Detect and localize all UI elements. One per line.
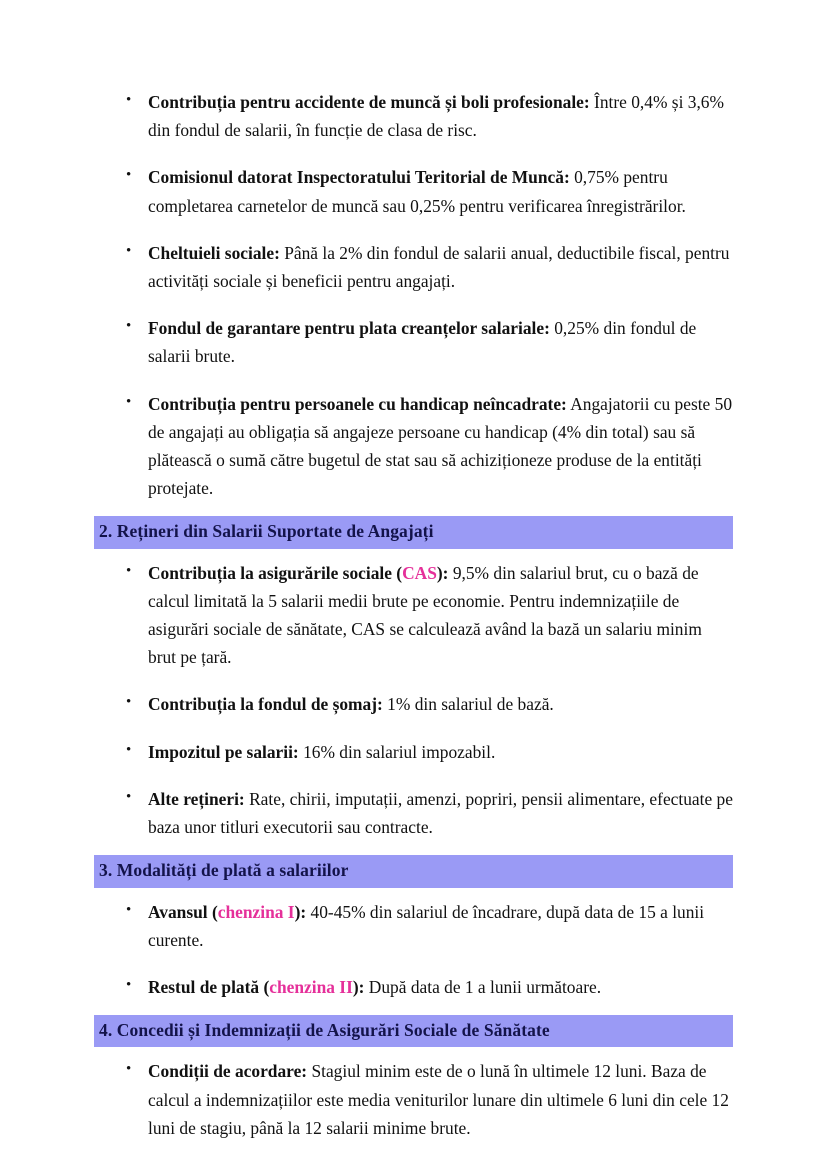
list-item-text: 1% din salariul de bază.: [382, 694, 554, 715]
bullet-list-section-1: [94, 88, 733, 502]
list-item: [94, 559, 733, 672]
list-item-lead: Cheltuieli sociale:: [148, 242, 280, 263]
list-item-lead: Avansul (: [148, 901, 218, 922]
list-item: [94, 390, 733, 503]
list-item: [94, 314, 733, 370]
list-item-text: Până la 2% din fondul de salarii anual, deductibile fiscal, pentru activități sociale și beneficii pentru angajați.: [148, 242, 730, 291]
list-item: [94, 163, 733, 219]
list-item: [94, 973, 733, 1001]
bullet-list-section-2: [94, 559, 733, 842]
list-item-text: 0,25% din fondul de salarii brute.: [148, 318, 697, 367]
list-item-text: 9,5% din salariul brut, cu o bază de calcul limitată la 5 salarii medii brute pe economie. Pentru indemnizațiile de asigurări sociale de sănătate, CAS se calculează având la bază un salariu minim brut pe țară.: [148, 562, 702, 668]
list-item-lead: Contribuția la fondul de șomaj:: [148, 694, 383, 715]
list-item: [94, 88, 733, 144]
accent-term: chenzina II: [269, 976, 353, 997]
list-item-text: Angajatorii cu peste 50 de angajați au obligația să angajeze persoane cu handicap (4% din total) sau să plătească o sumă către bugetul de stat sau să achiziționeze produse de la entități protejate.: [148, 393, 733, 499]
section-heading-2: 2. Rețineri din Salarii Suportate de Angajați: [94, 516, 733, 548]
list-item: [94, 785, 733, 841]
list-item-lead: Restul de plată (: [148, 976, 270, 997]
accent-term: CAS: [402, 562, 437, 583]
list-item-lead: Condiții de acordare:: [148, 1061, 308, 1082]
list-item-lead: Alte rețineri:: [148, 788, 245, 809]
list-item-text: Rate, chirii, imputații, amenzi, popriri, pensii alimentare, efectuate pe baza unor titluri executorii sau contracte.: [148, 788, 733, 837]
list-item-text: 40-45% din salariul de încadrare, după data de 15 a lunii curente.: [148, 901, 705, 950]
bullet-list-section-4: [94, 1057, 733, 1142]
list-item-lead: Contribuția pentru persoanele cu handicap neîncadrate:: [148, 393, 567, 414]
list-item-text: Stagiul minim este de o lună în ultimele 12 luni. Baza de calcul a indemnizațiilor este media veniturilor lunare din ultimele 6 luni din cele 12 luni de stagiu, până la 12 salarii minime brute.: [148, 1061, 729, 1138]
list-item-lead-suffix: ):: [436, 562, 449, 583]
list-item-lead: Impozitul pe salarii:: [148, 741, 299, 762]
list-item-lead: Comisionul datorat Inspectoratului Teritorial de Muncă:: [148, 167, 570, 188]
list-item: [94, 1057, 733, 1142]
accent-term: chenzina I: [217, 901, 295, 922]
list-item-lead: Fondul de garantare pentru plata creanțelor salariale:: [148, 318, 550, 339]
list-item-text: 0,75% pentru completarea carnetelor de muncă sau 0,25% pentru verificarea înregistrărilor.: [148, 167, 686, 216]
list-item: [94, 239, 733, 295]
list-item: [94, 690, 733, 718]
list-item-text: După data de 1 a lunii următoare.: [364, 976, 602, 997]
list-item-lead-suffix: ):: [352, 976, 365, 997]
document-content: [94, 88, 733, 1142]
list-item-text: 16% din salariul impozabil.: [298, 741, 496, 762]
list-item-lead-suffix: ):: [294, 901, 307, 922]
list-item-text: Între 0,4% și 3,6% din fondul de salarii, în funcție de clasa de risc.: [148, 92, 724, 141]
list-item: [94, 898, 733, 954]
list-item-lead: Contribuția la asigurările sociale (: [148, 562, 403, 583]
section-heading-4: 4. Concedii și Indemnizații de Asigurări Sociale de Sănătate: [94, 1015, 733, 1047]
section-heading-3: 3. Modalități de plată a salariilor: [94, 855, 733, 887]
bullet-list-section-3: [94, 898, 733, 1002]
list-item-lead: Contribuția pentru accidente de muncă și boli profesionale:: [148, 92, 590, 112]
list-item: [94, 738, 733, 766]
